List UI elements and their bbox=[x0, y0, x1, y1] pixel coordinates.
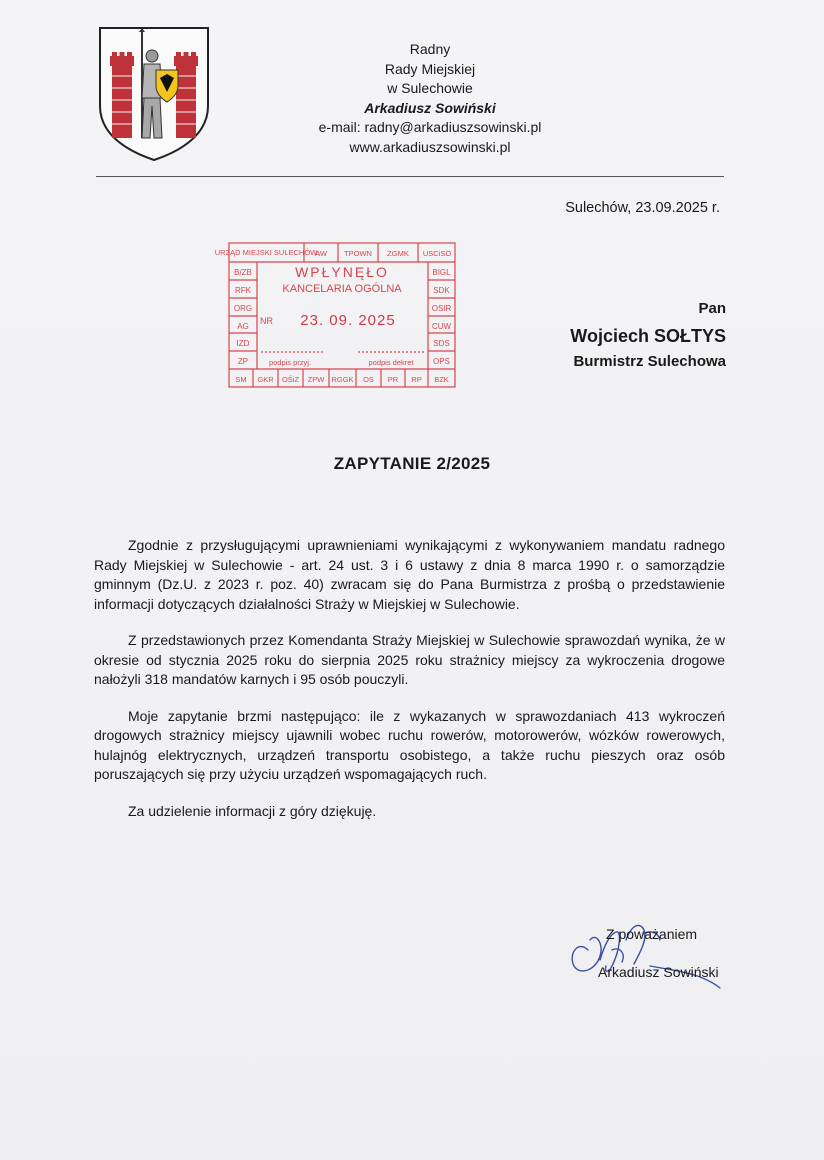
stamp-bottom-cell: SM bbox=[235, 375, 247, 384]
stamp-right-cell: OPS bbox=[433, 357, 450, 366]
stamp-date: 23. 09. 2025 bbox=[300, 312, 396, 329]
stamp-bottom-cell: OŚiZ bbox=[281, 375, 300, 384]
stamp-left-cell: RFK bbox=[235, 286, 251, 295]
stamp-department: KANCELARIA OGÓLNA bbox=[282, 283, 402, 295]
stamp-top-cell: USCiSO bbox=[422, 249, 452, 258]
stamp-bottom-cell: PR bbox=[387, 375, 399, 384]
addressee-salutation: Pan bbox=[698, 300, 726, 317]
letterhead-email: e-mail: radny@arkadiuszsowinski.pl bbox=[318, 119, 542, 135]
stamp-bottom-cell: OS bbox=[363, 375, 374, 384]
stamp-left-cell: ZP bbox=[237, 357, 249, 366]
stamp-left-cell: B/ZB bbox=[234, 268, 252, 277]
letter-body bbox=[94, 536, 725, 838]
paragraph-4: Za udzielenie informacji z góry dziękuję. bbox=[128, 802, 377, 819]
addressee-role: Burmistrz Sulechowa bbox=[573, 353, 726, 370]
letterhead-title: Radny bbox=[409, 41, 451, 57]
header-divider bbox=[96, 176, 724, 177]
registry-stamp bbox=[214, 242, 456, 388]
stamp-top-cell: TPOWN bbox=[344, 249, 372, 258]
letterhead-council: Rady Miejskiej bbox=[384, 60, 476, 77]
stamp-bottom-cell: ZPW bbox=[307, 375, 325, 384]
letterhead-website: www.arkadiuszsowinski.pl bbox=[349, 138, 511, 155]
coat-of-arms-icon bbox=[98, 26, 210, 162]
letter-date: Sulechów, 23.09.2025 r. bbox=[565, 200, 720, 216]
stamp-right-cell: OSIR bbox=[431, 304, 452, 313]
handwritten-signature-icon bbox=[560, 910, 760, 1000]
stamp-nr: NR bbox=[260, 316, 273, 326]
paragraph-2: Z przedstawionych przez Komendanta Straży Miejskiej w Sulechowie sprawozdań wynika, że w okresie od stycznia 2025 roku do sierpnia 2025 roku strażnicy miejscy za wykroczenia drogowe nałożyli 318 mandatów karnych i 95 osób pouczyli. bbox=[94, 632, 725, 687]
stamp-right-cell: SDK bbox=[433, 286, 450, 295]
letterhead-name: Arkadiusz Sowiński bbox=[364, 99, 496, 116]
stamp-received: WPŁYNĘŁO bbox=[295, 264, 389, 280]
stamp-top-cell: ZGMK bbox=[387, 249, 409, 258]
stamp-top-cell: AW bbox=[315, 249, 327, 258]
stamp-bottom-cell: BZK bbox=[434, 375, 449, 384]
paragraph-1: Zgodnie z przysługującymi uprawnieniami wynikającymi z wykonywaniem mandatu radnego Rady Miejskiej w Sulechowie - art. 24 ust. 3 i 6 ustawy z dnia 8 marca 1990 r. o samorządzie gminnym (Dz.U. z 2023 r. poz. 40) zwracam się do Pana Burmistrza z prośbą o przedstawienie informacji dotyczących działalności Straży w Miejskiej w Sulechowie. bbox=[94, 537, 725, 612]
stamp-bottom-cell: GKR bbox=[257, 375, 274, 384]
signatory-name: Arkadiusz Sowiński bbox=[598, 964, 719, 980]
addressee bbox=[570, 300, 726, 370]
stamp-sign-decree: podpis dekret bbox=[368, 358, 414, 367]
stamp-right-cell: BIGL bbox=[432, 268, 451, 277]
letterhead-town: w Sulechowie bbox=[387, 80, 473, 96]
stamp-left-cell: ORG bbox=[233, 304, 253, 313]
stamp-sign-receive: podpis przyj. bbox=[268, 358, 312, 367]
signature-block bbox=[560, 910, 760, 1000]
stamp-office: URZĄD MIEJSKI SULECHÓW bbox=[214, 248, 318, 257]
stamp-right-cell: CUW bbox=[431, 322, 452, 331]
addressee-name: Wojciech SOŁTYS bbox=[570, 326, 726, 346]
letterhead bbox=[260, 40, 600, 157]
stamp-left-cell: AG bbox=[237, 322, 249, 331]
stamp-bottom-cell: RP bbox=[411, 375, 422, 384]
closing-salutation: Z poważaniem bbox=[606, 926, 698, 942]
stamp-left-cell: IZD bbox=[236, 339, 250, 348]
paragraph-3: Moje zapytanie brzmi następująco: ile z wykazanych w sprawozdaniach 413 wykroczeń drogowych strażnicy miejscy ujawnili wobec ruchu rowerów, motorowerów, wózków rowerowych, hulajnóg elektrycznych, urządzeń transportu osobistego, a także ruchu pieszych oraz osób poruszających się przy użyciu urządzeń wspomagających ruch. bbox=[94, 707, 725, 782]
stamp-bottom-cell: RGGK bbox=[331, 375, 354, 384]
document-title: ZAPYTANIE 2/2025 bbox=[333, 454, 491, 473]
stamp-right-cell: SDS bbox=[433, 339, 450, 348]
